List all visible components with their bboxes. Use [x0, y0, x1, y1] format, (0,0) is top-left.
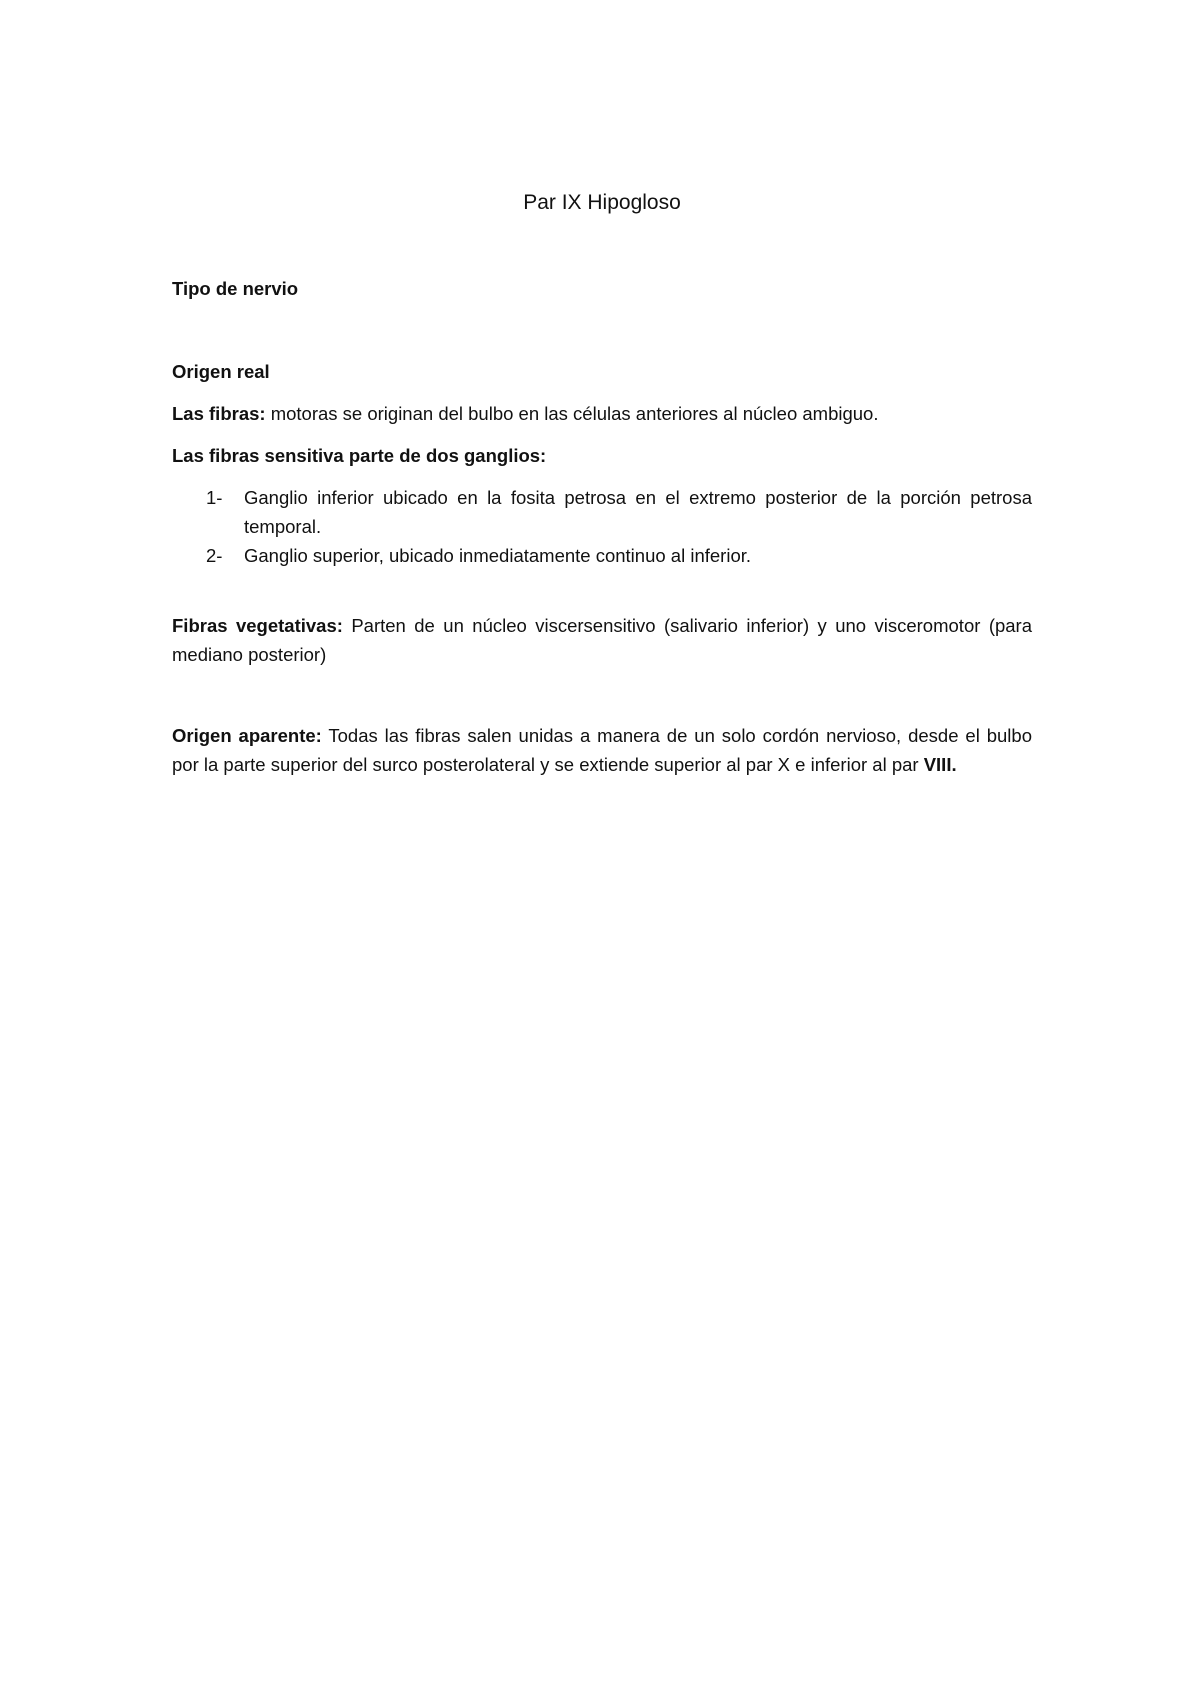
fibras-motoras-label: Las fibras:	[172, 403, 266, 424]
document-body	[172, 188, 1032, 779]
fibras-vegetativas-label: Fibras vegetativas:	[172, 615, 343, 636]
fibras-motoras-paragraph	[172, 399, 1032, 428]
list-item	[172, 541, 1032, 570]
list-item	[172, 483, 1032, 541]
fibras-vegetativas-text: Parten de un núcleo viscersensitivo (salivario inferior) y uno visceromotor (para mediano posterior)	[172, 615, 1033, 665]
origen-real-heading: Origen real	[172, 361, 270, 382]
list-item-text: Ganglio inferior ubicado en la fosita petrosa en el extremo posterior de la porción petrosa temporal.	[244, 487, 1032, 537]
ganglios-list	[172, 483, 1032, 570]
fibras-motoras-text: motoras se originan del bulbo en las células anteriores al núcleo ambiguo.	[265, 403, 879, 424]
list-item-number: 2-	[206, 545, 223, 566]
tipo-de-nervio-heading: Tipo de nervio	[172, 278, 299, 299]
fibras-vegetativas-paragraph	[172, 611, 1032, 669]
origen-aparente-label: Origen aparente:	[172, 725, 322, 746]
list-item-text: Ganglio superior, ubicado inmediatamente continuo al inferior.	[244, 545, 752, 566]
origen-aparente-paragraph	[172, 721, 1032, 779]
list-item-number: 1-	[206, 487, 223, 508]
origen-aparente-text: Todas las fibras salen unidas a manera de un solo cordón nervioso, desde el bulbo por la parte superior del surco posterolateral y se extiende superior al par X e inferior al par	[172, 725, 1032, 775]
page-title: Par IX Hipogloso	[523, 191, 681, 214]
fibras-sensitiva-heading: Las fibras sensitiva parte de dos ganglios:	[172, 445, 547, 466]
origen-aparente-end: VIII.	[923, 754, 957, 775]
